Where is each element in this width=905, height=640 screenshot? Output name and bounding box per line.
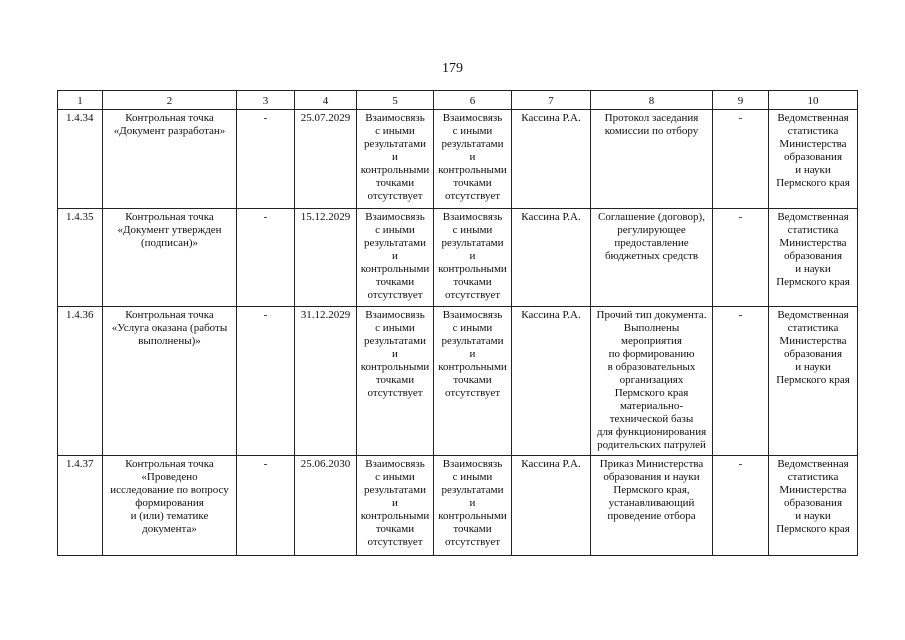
cell-line: результатами — [364, 138, 426, 150]
cell-line: Взаимосвязь — [442, 211, 503, 223]
cell-line: Выполнены — [623, 322, 680, 334]
cell-line: Ведомственная — [777, 211, 849, 223]
cell-line: отсутствует — [444, 387, 501, 399]
cell-line: комиссии по отбору — [604, 125, 699, 137]
cell-line: «Услуга оказана (работы — [111, 322, 228, 334]
table-row — [58, 307, 858, 456]
cell-line: устанавливающий — [608, 497, 695, 509]
column-3-cell: - — [237, 456, 295, 556]
cell-line: Протокол заседания — [604, 112, 699, 124]
cell-line: результатами — [441, 138, 504, 150]
cell-line: и — [469, 250, 476, 262]
cell-line: контрольными — [360, 361, 430, 373]
cell-line: с иными — [452, 224, 493, 236]
cell-line: Ведомственная — [777, 112, 849, 124]
cell-line: и науки — [795, 510, 831, 522]
table-header-row — [58, 91, 858, 110]
cell-line: отсутствует — [444, 289, 501, 301]
source-cell — [769, 456, 858, 556]
column-9-cell: - — [713, 209, 769, 307]
header-cell: 6 — [434, 91, 512, 110]
cell-line: проведение отбора — [607, 510, 696, 522]
cell-line: Министерства — [779, 237, 847, 249]
column-6-cell — [434, 110, 512, 209]
cell-line: формирования — [135, 497, 204, 509]
column-5-cell — [357, 209, 434, 307]
table-row — [58, 110, 858, 209]
cell-line: Ведомственная — [777, 458, 849, 470]
cell-line: Приказ Министерства — [599, 458, 704, 470]
cell-line: результатами — [441, 335, 504, 347]
cell-line: Пермского края, — [613, 484, 690, 496]
header-cell: 2 — [103, 91, 237, 110]
cell-line: отсутствует — [367, 190, 423, 202]
cell-line: и науки — [795, 361, 831, 373]
cell-line: Прочий тип документа. — [596, 309, 707, 321]
cell-line: Взаимосвязь — [442, 112, 503, 124]
cell-line: документа» — [142, 523, 197, 535]
cell-line: контрольными — [360, 164, 430, 176]
date-cell: 25.07.2029 — [295, 110, 357, 209]
cell-line: и — [469, 151, 476, 163]
cell-line: Пермского края — [614, 387, 689, 399]
cell-line: контрольными — [360, 263, 430, 275]
cell-line: «Проведено — [141, 471, 198, 483]
header-cell: 8 — [591, 91, 713, 110]
column-6-cell — [434, 307, 512, 456]
cell-line: для функционирования — [596, 426, 707, 438]
responsible-cell: Кассина Р.А. — [512, 307, 591, 456]
cell-line: образования — [783, 250, 843, 262]
date-cell: 15.12.2029 — [295, 209, 357, 307]
document-cell — [591, 307, 713, 456]
cell-line: отсутствует — [367, 289, 423, 301]
cell-line: в образовательных — [607, 361, 696, 373]
column-5-cell — [357, 110, 434, 209]
column-5-cell — [357, 307, 434, 456]
cell-line: регулирующее — [617, 224, 686, 236]
header-cell: 10 — [769, 91, 858, 110]
cell-line: Взаимосвязь — [365, 211, 425, 223]
cell-line: и — [392, 250, 398, 262]
cell-line: с иными — [375, 471, 415, 483]
column-9-cell: - — [713, 307, 769, 456]
responsible-cell: Кассина Р.А. — [512, 110, 591, 209]
cell-line: отсутствует — [444, 536, 501, 548]
document-cell — [591, 110, 713, 209]
cell-line: точками — [453, 276, 492, 288]
cell-line: контрольными — [360, 510, 430, 522]
cell-line: Пермского края — [776, 177, 850, 189]
cell-line: результатами — [364, 335, 426, 347]
control-point-name-cell — [103, 456, 237, 556]
cell-line: точками — [453, 523, 492, 535]
cell-line: Взаимосвязь — [365, 112, 425, 124]
cell-line: исследование по вопросу — [110, 484, 229, 496]
column-3-cell: - — [237, 209, 295, 307]
cell-line: и — [392, 151, 398, 163]
cell-line: статистика — [787, 224, 839, 236]
cell-line: с иными — [452, 471, 493, 483]
cell-line: мероприятия — [621, 335, 682, 347]
cell-line: статистика — [787, 471, 839, 483]
cell-line: Министерства — [779, 138, 847, 150]
column-3-cell: - — [237, 110, 295, 209]
control-point-name-cell — [103, 110, 237, 209]
cell-line: отсутствует — [444, 190, 501, 202]
cell-line: (подписан)» — [140, 237, 199, 249]
cell-line: «Документ утвержден — [117, 224, 222, 236]
cell-line: и науки — [795, 263, 831, 275]
cell-line: контрольными — [438, 510, 507, 522]
header-cell: 4 — [295, 91, 357, 110]
control-point-name-cell — [103, 307, 237, 456]
cell-line: Контрольная точка — [125, 112, 214, 124]
row-number-cell: 1.4.37 — [58, 456, 103, 556]
cell-line: Контрольная точка — [125, 309, 214, 321]
column-6-cell — [434, 209, 512, 307]
cell-line: организациях — [619, 374, 684, 386]
cell-line: точками — [375, 276, 415, 288]
cell-line: и — [469, 497, 476, 509]
cell-line: Взаимосвязь — [365, 458, 425, 470]
cell-line: и науки — [795, 164, 831, 176]
table-row — [58, 456, 858, 556]
cell-line: точками — [453, 374, 492, 386]
cell-line: точками — [375, 177, 415, 189]
cell-line: точками — [375, 374, 415, 386]
cell-line: с иными — [375, 125, 415, 137]
responsible-cell: Кассина Р.А. — [512, 456, 591, 556]
cell-line: предоставление — [614, 237, 689, 249]
cell-line: результатами — [441, 237, 504, 249]
row-number-cell: 1.4.35 — [58, 209, 103, 307]
cell-line: Министерства — [779, 484, 847, 496]
date-cell: 25.06.2030 — [295, 456, 357, 556]
cell-line: отсутствует — [367, 536, 423, 548]
cell-line: точками — [375, 523, 415, 535]
cell-line: Взаимосвязь — [442, 458, 503, 470]
cell-line: точками — [453, 177, 492, 189]
table-row — [58, 209, 858, 307]
row-number-cell: 1.4.36 — [58, 307, 103, 456]
column-6-cell — [434, 456, 512, 556]
cell-line: бюджетных средств — [604, 250, 699, 262]
cell-line: Контрольная точка — [125, 458, 214, 470]
cell-line: и — [392, 497, 398, 509]
header-cell: 1 — [58, 91, 103, 110]
column-9-cell: - — [713, 456, 769, 556]
header-cell: 7 — [512, 91, 591, 110]
cell-line: с иными — [375, 322, 415, 334]
cell-line: Взаимосвязь — [365, 309, 425, 321]
cell-line: контрольными — [438, 164, 507, 176]
cell-line: Взаимосвязь — [442, 309, 503, 321]
cell-line: образования и науки — [603, 471, 700, 483]
column-5-cell — [357, 456, 434, 556]
cell-line: Министерства — [779, 335, 847, 347]
cell-line: родительских патрулей — [597, 439, 706, 451]
column-3-cell: - — [237, 307, 295, 456]
control-points-table — [57, 90, 858, 556]
cell-line: Пермского края — [776, 276, 850, 288]
cell-line: выполнены)» — [138, 335, 201, 347]
cell-line: и — [392, 348, 398, 360]
cell-line: Пермского края — [776, 374, 850, 386]
source-cell — [769, 307, 858, 456]
cell-line: результатами — [441, 484, 504, 496]
cell-line: по формированию — [608, 348, 695, 360]
cell-line: результатами — [364, 237, 426, 249]
source-cell — [769, 110, 858, 209]
date-cell: 31.12.2029 — [295, 307, 357, 456]
cell-line: контрольными — [438, 361, 507, 373]
header-cell: 5 — [357, 91, 434, 110]
cell-line: образования — [783, 151, 843, 163]
cell-line: с иными — [452, 125, 493, 137]
cell-line: статистика — [787, 125, 839, 137]
document-cell — [591, 209, 713, 307]
cell-line: контрольными — [438, 263, 507, 275]
source-cell — [769, 209, 858, 307]
row-number-cell: 1.4.34 — [58, 110, 103, 209]
cell-line: «Документ разработан» — [113, 125, 226, 137]
page-number: 179 — [442, 61, 463, 76]
header-cell: 9 — [713, 91, 769, 110]
cell-line: Контрольная точка — [125, 211, 214, 223]
cell-line: образования — [783, 497, 843, 509]
cell-line: Соглашение (договор), — [598, 211, 705, 223]
cell-line: и — [469, 348, 476, 360]
cell-line: отсутствует — [367, 387, 423, 399]
cell-line: технической базы — [609, 413, 694, 425]
cell-line: Пермского края — [776, 523, 850, 535]
cell-line: статистика — [787, 322, 839, 334]
cell-line: и (или) тематике — [130, 510, 209, 522]
cell-line: Ведомственная — [777, 309, 849, 321]
cell-line: материально- — [619, 400, 684, 412]
header-cell: 3 — [237, 91, 295, 110]
control-point-name-cell — [103, 209, 237, 307]
cell-line: образования — [783, 348, 843, 360]
cell-line: с иными — [452, 322, 493, 334]
column-9-cell: - — [713, 110, 769, 209]
cell-line: с иными — [375, 224, 415, 236]
document-cell — [591, 456, 713, 556]
responsible-cell: Кассина Р.А. — [512, 209, 591, 307]
cell-line: результатами — [364, 484, 426, 496]
